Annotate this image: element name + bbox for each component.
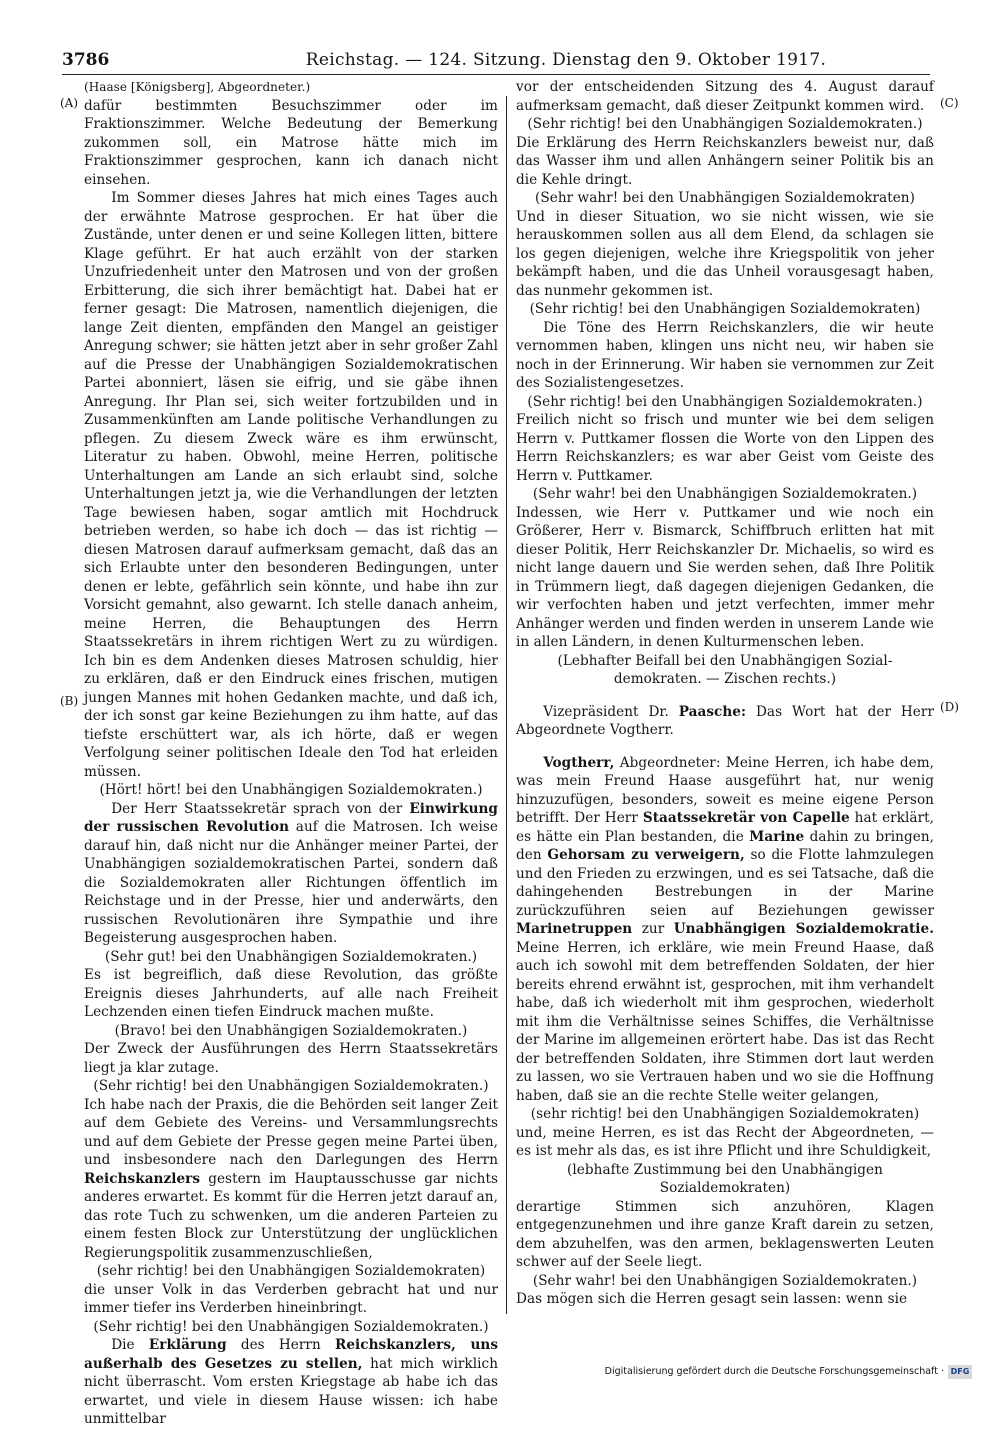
paragraph: Das mögen sich die Herren gesagt sein lassen: wenn sie bbox=[516, 1291, 908, 1307]
interjection: (Sehr gut! bei den Unabhängigen Sozialdemokraten.) bbox=[104, 948, 478, 965]
chair-statement: Vizepräsident Dr. Paasche: Das Wort hat der Herr Abgeordnete Vogtherr. bbox=[516, 703, 934, 738]
column-divider bbox=[506, 96, 507, 1314]
interjection: (sehr richtig! bei den Unabhängigen Sozialdemokraten) bbox=[530, 1106, 920, 1122]
interjection: (Sehr wahr! bei den Unabhängigen Sozialdemokraten) bbox=[535, 190, 915, 206]
paragraph: Die Erklärung des Herrn Reichskanzlers beweist nur, daß das Wasser ihm und allen Anhängern seiner Politik bis an die Kehle dringt. bbox=[516, 134, 934, 188]
page-header bbox=[62, 50, 930, 76]
interjection: (lebhafte Zustimmung bei den Unabhängigen bbox=[567, 1161, 883, 1178]
speaker-continuation: (Haase [Königsberg], Abgeordneter.) bbox=[84, 80, 311, 94]
paragraph: und, meine Herren, es ist das Recht der Abgeordneten, — es ist mehr als das, es ist ihre Pflicht und ihre Schuldigkeit, bbox=[516, 1124, 934, 1159]
margin-marker-b: (B) bbox=[60, 694, 79, 708]
paragraph: Die Töne des Herrn Reichskanzlers, die wir heute vernommen haben, klingen uns nicht neu, wir haben sie noch in der Erinnerung. Wir haben sie vernommen zur Zeit des Sozialistengesetzes. bbox=[516, 319, 934, 391]
speech-start: Vogtherr, Abgeordneter: Meine Herren, ich habe dem, was mein Freund Haase ausgeführt hat, nur wenig hinzuzufügen, besonders, soweit es meine eigene Person betrifft. Der Herr Staatssekretär von Capelle hat erklärt, es hätte ein Plan bestanden, die Marine dahin zu bringen, den Gehorsam zu verweigern, so die Flotte lahmzulegen und den Frieden zu erzwingen, und es sei Tatsache, daß die dahingehenden Bestrebungen in der Marine zurückzuführen seien auf Beziehungen gewisser Marinetruppen zur Unabhängigen Sozialdemokratie. Meine Herren, ich erkläre, wie mein Freund Haase, daß auch ich sowohl mit dem betreffenden Soldaten, der hier bereits ehrend erwähnt ist, gesprochen, mit ihm verhandelt habe, daß ich wiederholt mit ihm gesprochen, wiederholt mit ihm die Verhältnisse seines Schiffes, die Verhältnisse der Marine im allgemeinen erörtert habe. Das ist das Recht der betreffenden Soldaten, ihre Stimmen dort laut werden zu lassen, wo sie Vertrauen haben und wo sie die Hoffnung haben, daß sie an die rechte Stelle weiter gelangen, bbox=[516, 754, 934, 1104]
dfg-logo: DFG bbox=[948, 1365, 972, 1379]
interjection: (Bravo! bei den Unabhängigen Sozialdemokraten.) bbox=[114, 1022, 468, 1039]
interjection: demokraten. — Zischen rechts.) bbox=[613, 671, 837, 687]
margin-marker-c: (C) bbox=[940, 96, 959, 110]
interjection: (Sehr richtig! bei den Unabhängigen Sozialdemokraten.) bbox=[93, 1318, 489, 1335]
margin-marker-a: (A) bbox=[60, 96, 79, 110]
paragraph: derartige Stimmen sich anzuhören, Klagen entgegenzunehmen und ihre ganze Kraft darein zu setzen, dem abzuhelfen, was den armen, beklagenswerten Leuten schwer auf der Seele liegt. bbox=[516, 1198, 934, 1270]
right-column bbox=[516, 78, 934, 1309]
interjection: (Sehr wahr! bei den Unabhängigen Sozialdemokraten.) bbox=[532, 1272, 918, 1289]
page-number: 3786 bbox=[62, 50, 110, 70]
paragraph: Der Herr Staatssekretär sprach von der Einwirkung der russischen Revolution auf die Matrosen. Ich weise darauf hin, daß nicht nur die Anhänger meiner Partei, der Unabhängigen sozialdemokratischen Partei, sondern daß die Sozialdemokraten aller Richtungen öffentlich im Reichstage und in der Presse, hier und anderwärts, den russischen Revolutionären ihre Sympathie und ihre Begeisterung ausgesprochen haben. bbox=[84, 800, 499, 946]
paragraph: Es ist begreiflich, daß diese Revolution, das größte Ereignis dieses Jahrhunderts, auf alle nach Freiheit Lechzenden einen tiefen Eindruck machen mußte. bbox=[84, 967, 498, 1020]
paragraph: dafür bestimmten Besuchszimmer oder im Fraktionszimmer. Welche Bedeutung der Bemerkung zukommen soll, ein Matrose hätte mich im Fraktionszimmer gesprochen, kann ich danach nicht einsehen. bbox=[84, 97, 498, 188]
left-column bbox=[84, 78, 498, 1429]
spacer bbox=[516, 689, 934, 703]
paragraph: Und in dieser Situation, wo sie nicht wissen, wie sie herauskommen sollen aus all dem Elend, da schlagen sie los gegen diejenigen, welche ihre Kriegspolitik von jeher bekämpft haben, und die das Unheil vorausgesagt haben, das nunmehr gekommen ist. bbox=[516, 208, 934, 299]
interjection: (Sehr richtig! bei den Unabhängigen Sozialdemokraten.) bbox=[93, 1078, 489, 1094]
interjection: (Lebhafter Beifall bei den Unabhängigen Sozial- bbox=[557, 652, 893, 669]
interjection: (Sehr richtig! bei den Unabhängigen Sozialdemokraten.) bbox=[527, 393, 923, 410]
interjection: Sozialdemokraten) bbox=[659, 1180, 791, 1196]
paragraph: Freilich nicht so frisch und munter wie bei dem seligen Herrn v. Puttkamer flossen die Worte von den Lippen des Herrn Reichskanzlers; es war aber Geist vom Geiste des Herrn v. Puttkamer. bbox=[516, 412, 934, 484]
interjection: (Hört! hört! bei den Unabhängigen Sozialdemokraten.) bbox=[99, 782, 483, 798]
paragraph: Ich habe nach der Praxis, die die Behörden seit langer Zeit auf dem Gebiete des Vereins- und Versammlungsrechts und auf dem Gebiete der Presse gegen meine Partei üben, und insbesondere nach den Darlegungen des Herrn Reichskanzlers gestern im Hauptausschusse gar nichts anderes erwartet. Es kommt für die Herren jetzt darauf an, das rote Tuch zu schwenken, um die anderen Parteien zu einem festen Block zur Unterstützung der unglücklichen Regierungspolitik zusammenzuschließen, bbox=[84, 1096, 498, 1261]
running-title: Reichstag. — 124. Sitzung. Dienstag den 9. Oktober 1917. bbox=[305, 50, 827, 70]
spacer bbox=[516, 740, 934, 754]
interjection: (Sehr wahr! bei den Unabhängigen Sozialdemokraten.) bbox=[532, 486, 918, 502]
interjection: (sehr richtig! bei den Unabhängigen Sozialdemokraten) bbox=[96, 1263, 486, 1279]
paragraph: Indessen, wie Herr v. Puttkamer und wie noch ein Größerer, Herr v. Bismarck, Schiffbruch erlitten hat mit dieser Politik, Herr Reichskanzler Dr. Michaelis, so wird es nicht lange dauern und Sie werden sehen, daß Ihre Politik in Trümmern liegt, daß dagegen diejenigen Gedanken, die wir verfochten haben und jetzt verfechten, immer mehr Anhänger werden und finden werden in unserem Lande wie in allen Ländern, in denen Kulturmenschen leben. bbox=[516, 504, 934, 650]
header-rule bbox=[62, 74, 930, 75]
paragraph: die unser Volk in das Verderben gebracht hat und nur immer tiefer ins Verderben hineinbringt. bbox=[84, 1281, 498, 1316]
paragraph: vor der entscheidenden Sitzung des 4. August darauf aufmerksam gemacht, daß dieser Zeitpunkt kommen wird. bbox=[516, 79, 934, 114]
footer bbox=[0, 1366, 972, 1380]
paragraph: Der Zweck der Ausführungen des Herrn Staatssekretärs liegt ja klar zutage. bbox=[84, 1041, 498, 1076]
funding-note: Digitalisierung gefördert durch die Deutsche Forschungsgemeinschaft · bbox=[604, 1366, 944, 1377]
margin-marker-d: (D) bbox=[940, 700, 959, 714]
interjection: (Sehr richtig! bei den Unabhängigen Sozialdemokraten) bbox=[529, 301, 921, 317]
paragraph: Im Sommer dieses Jahres hat mich eines Tages auch der erwähnte Matrose gesprochen. Er hat über die Zustände, unter denen er und seine Kollegen litten, bittere Klage geführt. Er hat auch erzählt von der starken Unzufriedenheit unter den Matrosen und von der großen Erbitterung, die sich ihrer bemächtigt hat. Dabei hat er ferner gesagt: Die Matrosen, namentlich diejenigen, die lange Zeit dienten, empfänden den Mangel an geistiger Anregung schwer; sie hätten jetzt aber in sehr großer Zahl auf die Presse der Unabhängigen Sozialdemokratischen Partei abonniert, läsen sie eifrig, und sie gäbe ihnen Anregung. Ihr Plan sei, sich weiter fortzubilden und in Zusammenkünften am Lande politische Verhandlungen zu pflegen. Zu diesem Zweck wäre es ihm erwünscht, Literatur zu haben. Obwohl, meine Herren, politische Unterhaltungen am Lande an sich erlaubt sind, solche Unterhaltungen jetzt ja, wie die Verhandlungen der letzten Tage bewiesen haben, sogar amtlich mit Hochdruck betrieben werden, so habe ich doch — das ist richtig — diesen Matrosen darauf aufmerksam gemacht, daß das an sich Erlaubte unter den besonderen Bedingungen, unter denen er lebte, gefährlich sein könnte, und habe ihn zur Vorsicht gemahnt, also gewarnt. Ich stelle danach anheim, meine Herren, die Behauptungen des Herrn Staatssekretärs in ihrem richtigen Wert zu zu würdigen. Ich bin es dem Andenken dieses Matrosen schuldig, hier zu erklären, daß er den Eindruck eines frischen, mutigen jungen Mannes mit hohen Gedanken machte, und daß ich, der ich sonst gar keine Beziehungen zu ihm hatte, auf das tiefste erschüttert war, als ich hörte, daß er wegen Verfolgung seiner politischen Ideale den Tod hat erleiden müssen. bbox=[84, 190, 498, 780]
paragraph: Die Erklärung des Herrn Reichskanzlers, uns außerhalb des Gesetzes zu stellen, hat mich wirklich nicht überrascht. Vom ersten Kriegstage ab habe ich das erwartet, und viele in diesem Hause wissen: ich habe unmittelbar bbox=[84, 1337, 499, 1427]
speaker-name: Vogtherr, bbox=[543, 754, 615, 771]
interjection: (Sehr richtig! bei den Unabhängigen Sozialdemokraten.) bbox=[527, 116, 923, 132]
